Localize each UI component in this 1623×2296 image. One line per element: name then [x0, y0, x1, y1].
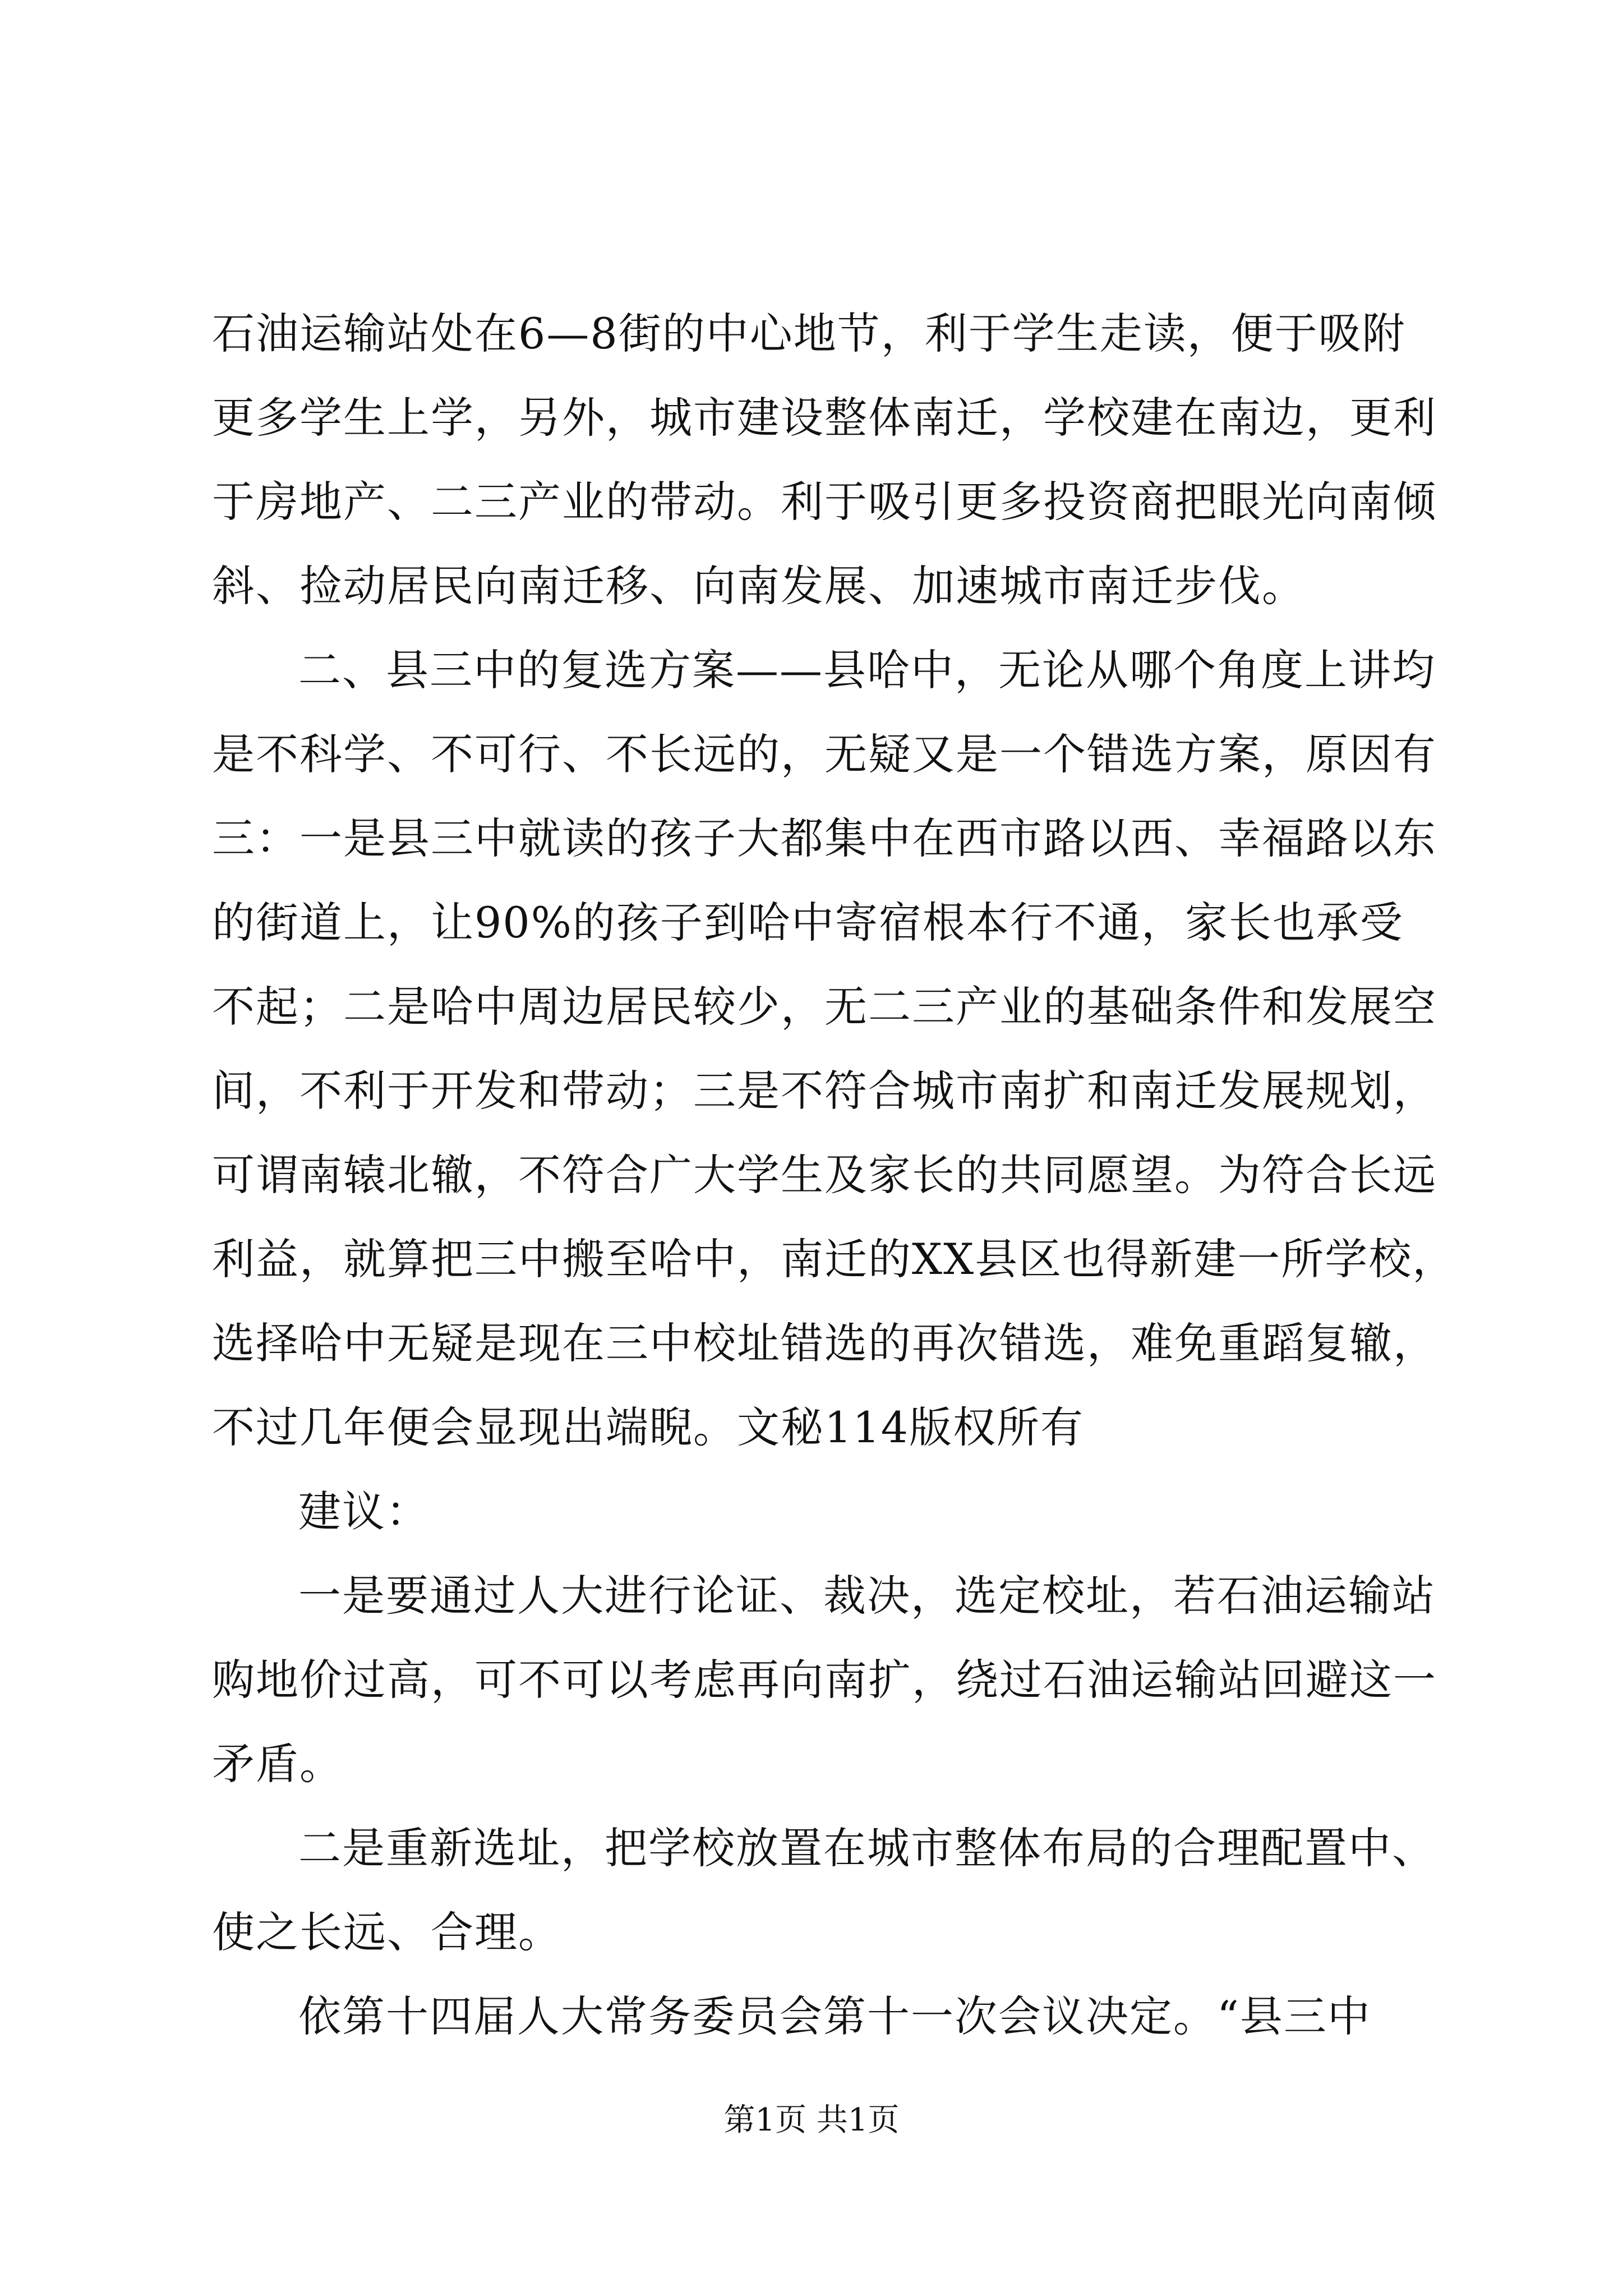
text-line: 间，不利于开发和带动；三是不符合城市南扩和南迁发展规划， [212, 1066, 1437, 1116]
text-line: 建议： [298, 1487, 430, 1536]
text-line: 石油运输站处在6—8街的中心地节，利于学生走读，便于吸附 [212, 309, 1406, 358]
text-line: 不过几年便会显现出端睨。文秘114版权所有 [212, 1402, 1085, 1452]
text-line: 的街道上，让90%的孩子到哈中寄宿根本行不通，家长也承受 [212, 898, 1404, 947]
text-line: 是不科学、不可行、不长远的，无疑又是一个错选方案，原因有 [212, 729, 1437, 779]
text-line: 更多学生上学，另外，城市建设整体南迁，学校建在南边，更利 [212, 393, 1437, 443]
text-line: 于房地产、二三产业的带动。利于吸引更多投资商把眼光向南倾 [212, 477, 1437, 527]
text-line: 一是要通过人大进行论证、裁决，选定校址，若石油运输站 [298, 1571, 1436, 1621]
text-line: 二、县三中的复选方案——县哈中，无论从哪个角度上讲均 [298, 645, 1436, 695]
text-line: 依第十四届人大常务委员会第十一次会议决定。“县三中 [298, 1991, 1371, 2041]
text-line: 选择哈中无疑是现在三中校址错选的再次错选，难免重蹈复辙， [212, 1318, 1437, 1368]
text-line: 三：一是县三中就读的孩子大都集中在西市路以西、幸福路以东 [212, 813, 1437, 863]
text-line: 使之长远、合理。 [212, 1907, 562, 1957]
text-line: 不起；二是哈中周边居民较少，无二三产业的基础条件和发展空 [212, 982, 1437, 1032]
text-line: 利益，就算把三中搬至哈中，南迁的XX县区也得新建一所学校， [212, 1234, 1456, 1284]
text-line: 斜、捡动居民向南迁移、向南发展、加速城市南迁步伐。 [212, 561, 1306, 611]
page-number-footer: 第1页 共1页 [723, 2102, 900, 2138]
text-line: 可谓南辕北辙，不符合广大学生及家长的共同愿望。为符合长远 [212, 1150, 1437, 1200]
text-line: 购地价过高，可不可以考虑再向南扩，绕过石油运输站回避这一 [212, 1655, 1437, 1705]
text-line: 矛盾。 [212, 1739, 343, 1789]
text-line: 二是重新选址，把学校放置在城市整体布局的合理配置中、 [298, 1823, 1436, 1873]
